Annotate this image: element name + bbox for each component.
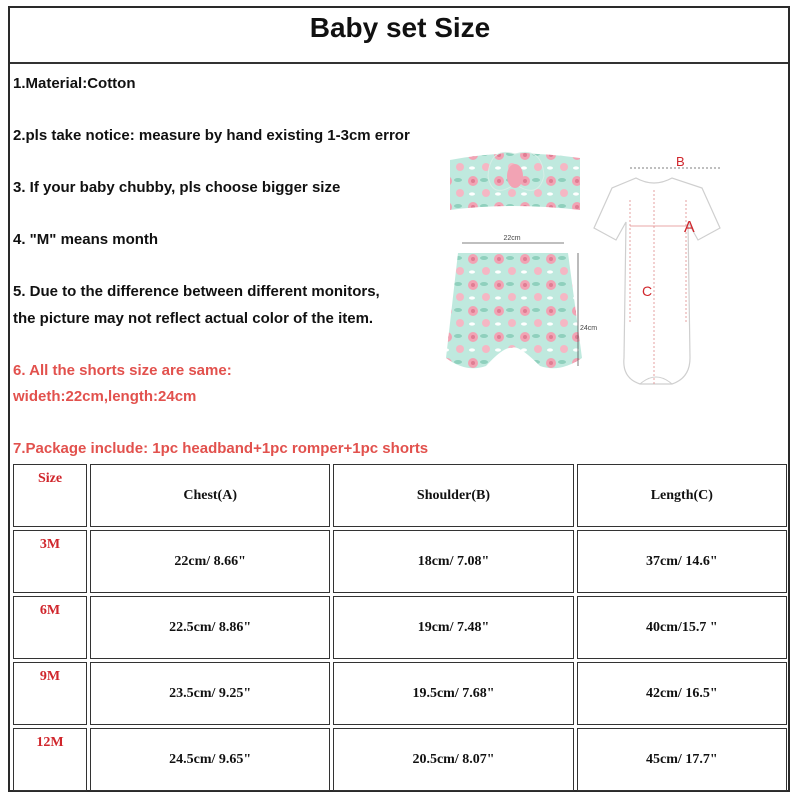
size-cell: 6M: [13, 596, 87, 659]
note-monitor-1: 5. Due to the difference between different monitors,: [13, 283, 380, 300]
label-c: C: [642, 283, 653, 299]
title-divider: [10, 62, 788, 64]
chest-cell: 23.5cm/ 9.25": [90, 662, 330, 725]
note-month: 4. "M" means month: [13, 231, 159, 248]
size-cell: 12M: [13, 728, 87, 791]
length-cell: 42cm/ 16.5": [577, 662, 787, 725]
note-monitor-2: the picture may not reflect actual color of the item.: [13, 310, 374, 327]
shorts-length-label: 24cm: [580, 325, 598, 332]
shoulder-cell: 20.5cm/ 8.07": [333, 728, 573, 791]
page-title: Baby set Size: [309, 12, 491, 43]
headband-image: [450, 152, 580, 210]
note-package: 7.Package include: 1pc headband+1pc romper+1pc shorts: [13, 440, 429, 457]
table-row: [13, 530, 787, 593]
table-header-row: [13, 464, 787, 527]
header-shoulder: Shoulder(B): [333, 464, 573, 527]
length-cell: 37cm/ 14.6": [577, 530, 787, 593]
chest-cell: 24.5cm/ 9.65": [90, 728, 330, 791]
note-material: 1.Material:Cotton: [13, 75, 136, 92]
table-row: [13, 728, 787, 791]
chest-cell: 22cm/ 8.66": [90, 530, 330, 593]
size-cell: 3M: [13, 530, 87, 593]
size-cell: 9M: [13, 662, 87, 725]
shorts-image: [446, 235, 597, 368]
header-length: Length(C): [577, 464, 787, 527]
shoulder-cell: 19.5cm/ 7.68": [333, 662, 573, 725]
size-table: [10, 461, 790, 794]
romper-image: [594, 154, 720, 384]
shorts-width-label: 22cm: [503, 235, 521, 242]
chest-cell: 22.5cm/ 8.86": [90, 596, 330, 659]
header-size: Size: [13, 464, 87, 527]
length-cell: 40cm/15.7 ": [577, 596, 787, 659]
shoulder-cell: 18cm/ 7.08": [333, 530, 573, 593]
table-row: [13, 662, 787, 725]
note-chubby: 3. If your baby chubby, pls choose bigger size: [13, 179, 341, 196]
note-shorts-size: 6. All the shorts size are same:: [13, 362, 232, 379]
label-a: A: [684, 219, 695, 236]
note-shorts-dims: wideth:22cm,length:24cm: [13, 388, 197, 405]
note-measure-error: 2.pls take notice: measure by hand existing 1-3cm error: [13, 127, 410, 144]
label-b: B: [676, 154, 685, 169]
product-images: [440, 148, 790, 398]
table-row: [13, 596, 787, 659]
header-chest: Chest(A): [90, 464, 330, 527]
shoulder-cell: 19cm/ 7.48": [333, 596, 573, 659]
length-cell: 45cm/ 17.7": [577, 728, 787, 791]
